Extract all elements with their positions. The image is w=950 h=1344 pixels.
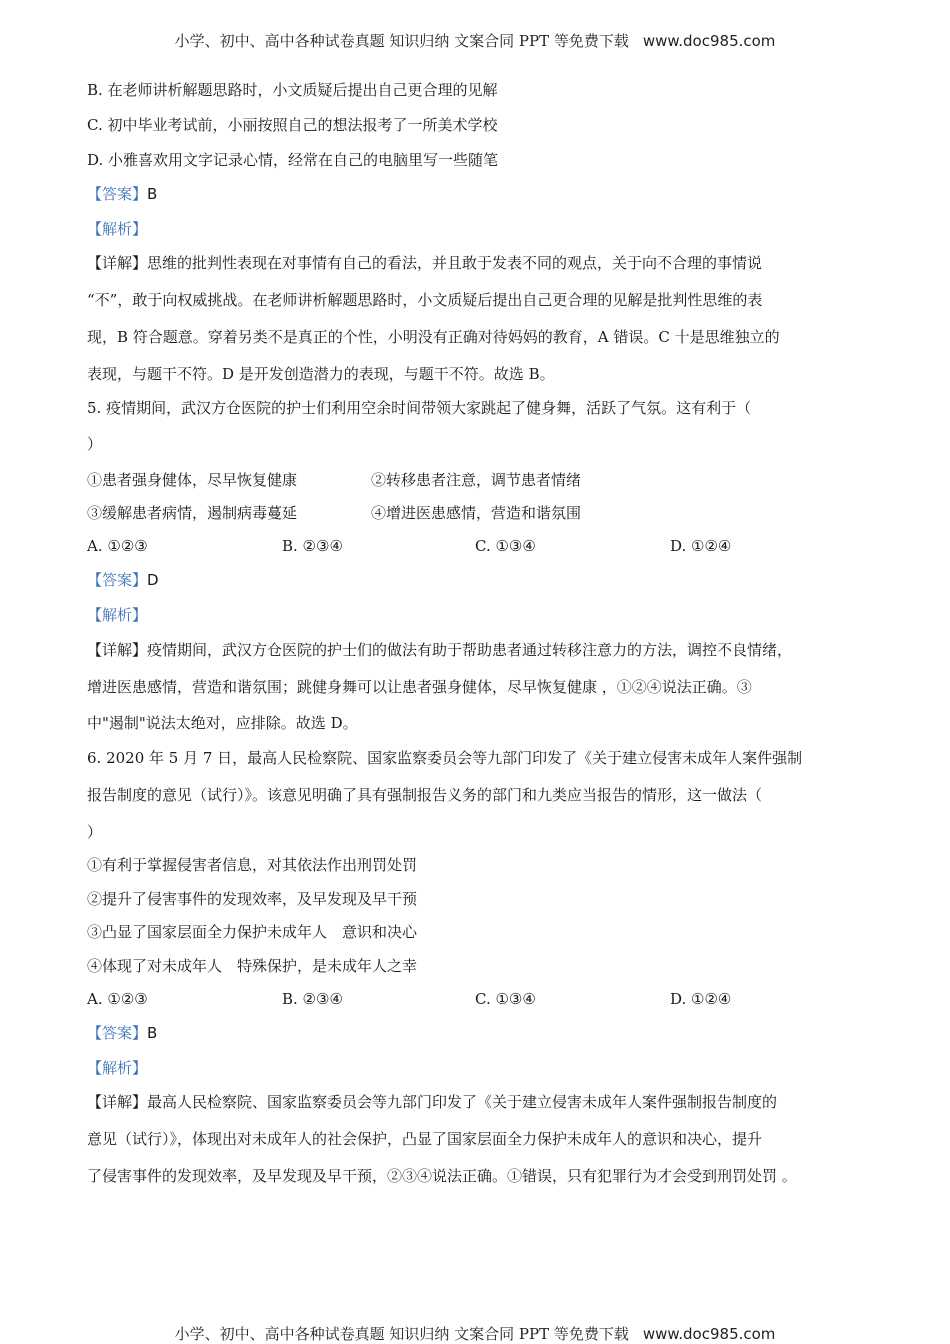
q4-detail-line-1: 【详解】思维的批判性表现在对事情有自己的看法，并且敢于发表不同的观点，关于向不合理的事情说 xyxy=(87,254,763,272)
footer-title: 小学、初中、高中各种试卷真题 知识归纳 文案合同 PPT 等免费下载 xyxy=(174,1325,629,1343)
q5-answer xyxy=(87,570,159,590)
q4-detail-line-3: 现，B 符合题意。穿着另类不是真正的个性，小明没有正确对待妈妈的教育，A 错误。C 十是思维独立的 xyxy=(87,328,780,346)
q6-stem-line-1: 6. 2020 年 5 月 7 日，最高人民检察院、国家监察委员会等九部门印发了《关于建立侵害未成年人案件强制 xyxy=(87,749,803,767)
q4-option-c: C. 初中毕业考试前，小丽按照自己的想法报考了一所美术学校 xyxy=(87,116,498,134)
q5-option-d: D. ①②④ xyxy=(670,537,732,555)
q5-detail-line-1: 【详解】疫情期间，武汉方仓医院的护士们的做法有助于帮助患者通过转移注意力的方法，调控不良情绪， xyxy=(87,641,793,659)
q5-option-a: A. ①②③ xyxy=(87,537,148,555)
q6-detail-line-1: 【详解】最高人民检察院、国家监察委员会等九部门印发了《关于建立侵害未成年人案件强制报告制度的 xyxy=(87,1093,778,1111)
q6-option-a: A. ①②③ xyxy=(87,990,148,1008)
q6-stem-line-3: ） xyxy=(87,823,103,841)
q5-detail-line-2: 增进医患感情，营造和谐氛围；跳健身舞可以让患者强身健体，尽早恢复健康 ，①②④说法正确。③ xyxy=(87,678,752,696)
answer-value: B xyxy=(147,1024,158,1042)
q6-analysis-tag: 【解析】 xyxy=(87,1059,148,1077)
q5-option-c: C. ①③④ xyxy=(475,537,536,555)
answer-tag: 【答案】 xyxy=(87,185,148,203)
answer-value: D xyxy=(147,571,159,589)
q6-detail-line-3: 了侵害事件的发现效率，及早发现及早干预，②③④说法正确。①错误，只有犯罪行为才会受到刑罚处罚 。 xyxy=(87,1167,797,1185)
q6-option-d: D. ①②④ xyxy=(670,990,732,1008)
q6-item-3: ③凸显了国家层面全力保护未成年人 意识和决心 xyxy=(87,923,418,941)
q4-detail-line-2: “不”，敢于向权威挑战。在老师讲析解题思路时，小文质疑后提出自己更合理的见解是批判性思维的表 xyxy=(87,291,763,309)
q4-detail-line-4: 表现，与题干不符。D 是开发创造潜力的表现，与题干不符。故选 B。 xyxy=(87,365,555,383)
q6-option-b: B. ②③④ xyxy=(282,990,343,1008)
q6-stem-line-2: 报告制度的意见（试行）》。该意见明确了具有强制报告义务的部门和九类应当报告的情形，这一做法（ xyxy=(87,786,763,804)
q6-item-2: ②提升了侵害事件的发现效率，及早发现及早干预 xyxy=(87,890,418,908)
q6-item-1: ①有利于掌握侵害者信息，对其依法作出刑罚处罚 xyxy=(87,856,418,874)
q5-stem-line-2: ） xyxy=(87,435,103,453)
q4-answer xyxy=(87,184,157,204)
q4-option-b: B. 在老师讲析解题思路时，小文质疑后提出自己更合理的见解 xyxy=(87,81,498,99)
q5-item-3: ③缓解患者病情，遏制病毒蔓延 xyxy=(87,504,298,522)
q5-item-1: ①患者强身健体，尽早恢复健康 xyxy=(87,471,298,489)
footer-site-link[interactable]: www.doc985.com xyxy=(642,1325,776,1343)
q5-stem-line-1: 5. 疫情期间，武汉方仓医院的护士们利用空余时间带领大家跳起了健身舞，活跃了气氛。这有利于（ xyxy=(87,399,752,417)
q6-answer xyxy=(87,1023,157,1043)
q6-item-4: ④体现了对未成年人 特殊保护，是未成年人之幸 xyxy=(87,957,418,975)
q4-option-d: D. 小雅喜欢用文字记录心情，经常在自己的电脑里写一些随笔 xyxy=(87,151,499,169)
q4-analysis-tag: 【解析】 xyxy=(87,220,148,238)
q5-item-4: ④增进医患感情，营造和谐氛围 xyxy=(371,504,582,522)
q6-option-c: C. ①③④ xyxy=(475,990,536,1008)
page-footer xyxy=(0,1323,950,1344)
page-header xyxy=(0,30,950,51)
q5-item-2: ②转移患者注意，调节患者情绪 xyxy=(371,471,582,489)
header-site-link[interactable]: www.doc985.com xyxy=(642,32,776,50)
answer-tag: 【答案】 xyxy=(87,1024,148,1042)
q5-analysis-tag: 【解析】 xyxy=(87,606,148,624)
q5-option-b: B. ②③④ xyxy=(282,537,343,555)
q6-detail-line-2: 意见（试行）》，体现出对未成年人的社会保护，凸显了国家层面全力保护未成年人的意识和决心，提升 xyxy=(87,1130,763,1148)
answer-tag: 【答案】 xyxy=(87,571,148,589)
header-title: 小学、初中、高中各种试卷真题 知识归纳 文案合同 PPT 等免费下载 xyxy=(174,32,629,50)
answer-value: B xyxy=(147,185,158,203)
q5-detail-line-3: 中"遏制"说法太绝对，应排除。故选 D。 xyxy=(87,714,358,732)
